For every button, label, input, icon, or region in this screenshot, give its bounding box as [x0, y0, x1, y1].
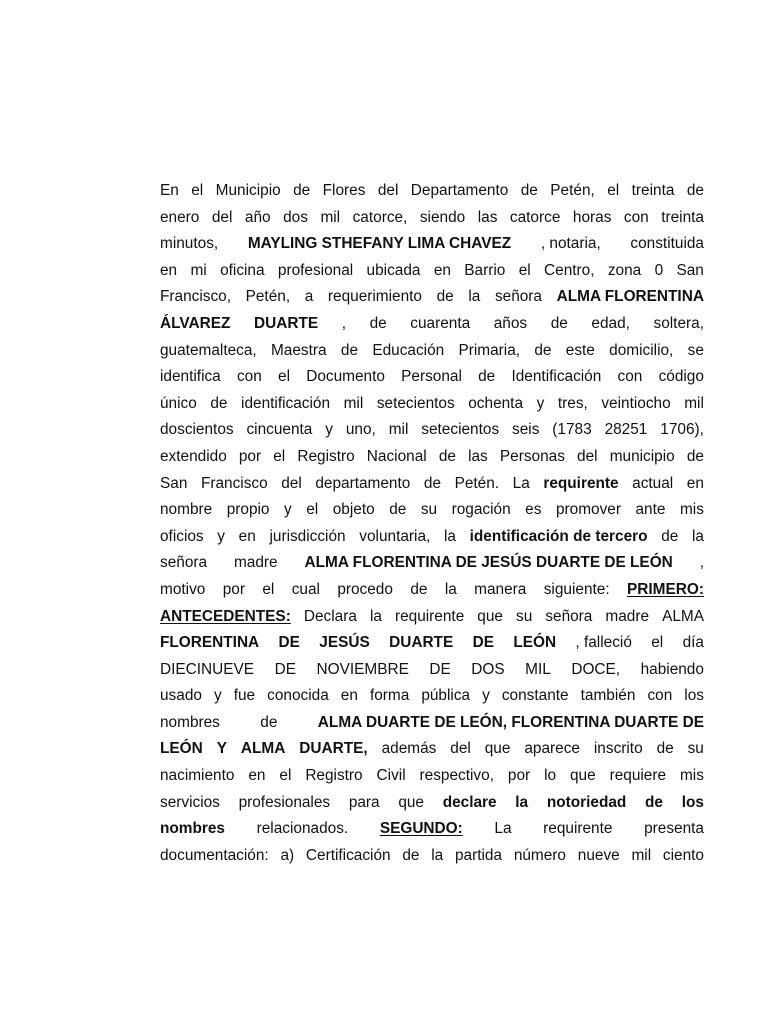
word: las — [477, 208, 498, 226]
word: 0 — [654, 261, 664, 279]
bold-text: de — [645, 793, 663, 811]
word: con — [617, 368, 643, 386]
word: con — [236, 368, 262, 386]
word: San — [160, 474, 188, 492]
word: requirente — [394, 607, 465, 625]
word: su — [420, 501, 438, 519]
word: que — [484, 740, 511, 758]
word: del — [577, 447, 598, 465]
word: del — [281, 474, 302, 492]
bold-text: ALMA FLORENTINA DE JESÚS DUARTE DE LEÓN — [304, 554, 673, 572]
word: usado — [160, 687, 202, 705]
word: de — [520, 182, 538, 199]
word: los — [684, 687, 704, 705]
text-line — [160, 338, 704, 365]
word: documentación: — [160, 846, 269, 864]
word: del — [450, 740, 471, 758]
word: mil — [388, 421, 409, 439]
text-line — [160, 258, 704, 285]
word: la — [369, 607, 382, 625]
word: de — [550, 314, 568, 332]
word: relacionados. — [256, 820, 349, 838]
word: ALMA — [662, 607, 704, 625]
word: lo — [544, 767, 557, 785]
text-line — [160, 604, 704, 631]
word: veintiocho — [601, 394, 671, 412]
text-line — [160, 683, 704, 710]
bold-text: los — [681, 793, 704, 811]
word: en — [248, 767, 266, 785]
word: voluntaria, — [359, 527, 431, 545]
word: Identificación — [511, 368, 602, 386]
word: servicios — [160, 793, 220, 811]
word: horas — [572, 208, 612, 226]
text-line — [160, 471, 704, 498]
word: DE — [429, 660, 451, 678]
word: , — [341, 314, 346, 332]
bold-text: LEÓN — [160, 740, 203, 758]
bold-text: MAYLING STHEFANY LIMA CHAVEZ — [247, 235, 512, 253]
bold-text: declare — [442, 793, 497, 811]
text-line — [160, 444, 704, 471]
text-line — [160, 205, 704, 232]
word: mil — [343, 394, 364, 412]
word: rogación — [451, 501, 511, 519]
document-body-text — [160, 178, 704, 869]
word: Personal — [401, 368, 462, 386]
word: de — [410, 580, 428, 598]
word: tres, — [557, 394, 588, 412]
word: siguiente: — [543, 580, 610, 598]
word: requirente — [543, 820, 613, 838]
word: profesionales — [238, 793, 331, 811]
word: enero — [160, 208, 200, 226]
word: su — [687, 740, 704, 758]
word: a) — [280, 846, 295, 864]
word: requerimiento — [327, 288, 422, 306]
word: propio — [226, 501, 270, 519]
word: objeto — [332, 501, 375, 519]
word: el — [306, 501, 319, 519]
text-line — [160, 497, 704, 524]
word: de — [686, 182, 704, 199]
word: Flores — [322, 182, 366, 199]
text-line — [160, 178, 704, 205]
word: con — [623, 208, 649, 226]
bold-text: DUARTE — [389, 634, 454, 652]
word: y — [284, 501, 292, 519]
word: día — [682, 634, 704, 652]
word: municipio — [609, 447, 675, 465]
word: DOCE, — [571, 660, 621, 678]
word: En — [160, 182, 179, 199]
word: cincuenta — [246, 421, 313, 439]
word: Petén, — [245, 288, 291, 306]
word: Primaria, — [458, 341, 521, 359]
word: edad, — [591, 314, 630, 332]
word: pública — [421, 687, 471, 705]
word: Petén. — [454, 474, 500, 492]
bold-text: ANTECEDENTES: — [160, 607, 291, 625]
word: treinta — [631, 182, 675, 199]
word: único — [160, 394, 197, 412]
word: para — [348, 793, 380, 811]
word: número — [513, 846, 566, 864]
word: de — [436, 288, 454, 306]
word: La — [494, 820, 512, 838]
word: jurisdicción — [269, 527, 346, 545]
word: motivo — [160, 580, 206, 598]
bold-text: SEGUNDO: — [379, 820, 463, 838]
word: treinta — [661, 208, 704, 226]
word: de — [340, 341, 359, 359]
word: por — [507, 767, 531, 785]
text-line — [160, 311, 704, 338]
word: MIL — [525, 660, 551, 678]
word: de — [389, 501, 407, 519]
word: departamento — [315, 474, 411, 492]
text-line — [160, 364, 704, 391]
word: mil — [684, 394, 704, 412]
word: Educación — [372, 341, 445, 359]
word: la — [444, 580, 457, 598]
word: y — [482, 687, 490, 705]
word: Nacional — [366, 447, 427, 465]
word: DOS — [471, 660, 505, 678]
word: promover — [555, 501, 621, 519]
word: el — [607, 182, 620, 199]
word: , — [699, 554, 704, 572]
word: Petén, — [550, 182, 595, 199]
text-line — [160, 790, 704, 817]
word: la — [431, 846, 444, 864]
word: identifica — [160, 368, 221, 386]
word: por — [222, 580, 245, 598]
word: guatemalteca, — [160, 341, 257, 359]
word: de — [402, 846, 420, 864]
word: en — [238, 527, 256, 545]
bold-text: LEÓN — [513, 634, 557, 652]
text-line — [160, 524, 704, 551]
bold-text: DUARTE — [253, 314, 319, 332]
word: NOVIEMBRE — [316, 660, 409, 678]
word: mis — [679, 501, 704, 519]
bold-text: ÁLVAREZ — [160, 314, 231, 332]
word: Francisco, — [160, 288, 231, 306]
word: de — [210, 394, 228, 412]
word: La — [512, 474, 530, 492]
word: Departamento — [410, 182, 509, 199]
word: años — [493, 314, 528, 332]
word: señora — [494, 288, 542, 306]
word: identificación — [241, 394, 331, 412]
text-line — [160, 417, 704, 444]
word: en — [686, 474, 704, 492]
word: manera — [474, 580, 527, 598]
word: que — [569, 767, 596, 785]
word: inscrito — [593, 740, 643, 758]
word: zona — [607, 261, 642, 279]
word: es — [525, 501, 542, 519]
word: también — [580, 687, 636, 705]
word: y — [217, 527, 225, 545]
word: por — [238, 447, 262, 465]
word: de — [423, 474, 442, 492]
text-line — [160, 843, 704, 870]
word: este — [565, 341, 595, 359]
word: catorce — [509, 208, 561, 226]
word: Declara — [303, 607, 357, 625]
word: procedo — [337, 580, 393, 598]
word: soltera, — [653, 314, 704, 332]
word: se — [687, 341, 704, 359]
word: dos — [283, 208, 308, 226]
word: el — [262, 580, 275, 598]
word: cuarenta — [410, 314, 471, 332]
word: del — [211, 208, 233, 226]
text-line — [160, 657, 704, 684]
word: el — [278, 368, 290, 386]
word: extendido — [160, 447, 227, 465]
bold-text: la — [515, 793, 529, 811]
word: presenta — [644, 820, 704, 838]
word: aparece — [524, 740, 580, 758]
word: habiendo — [640, 660, 704, 678]
word: siendo — [419, 208, 466, 226]
word: forma — [369, 687, 410, 705]
word: ochenta — [468, 394, 524, 412]
bold-text: ALMA FLORENTINA — [556, 288, 704, 306]
word: y — [325, 421, 333, 439]
word: de — [534, 341, 552, 359]
word: cual — [291, 580, 320, 598]
word: de — [656, 740, 674, 758]
word: código — [658, 368, 704, 386]
word: ciento — [662, 846, 704, 864]
bold-text: requirente — [543, 474, 619, 492]
word: Maestra — [270, 341, 327, 359]
word: minutos, — [160, 235, 219, 253]
text-line — [160, 710, 704, 737]
word: ante — [635, 501, 666, 519]
word: San — [676, 261, 704, 279]
word: (1783 — [552, 421, 592, 439]
word: con — [647, 687, 673, 705]
word: en — [160, 261, 178, 279]
word: y — [213, 687, 222, 705]
word: de — [686, 447, 704, 465]
word: , falleció — [575, 634, 632, 652]
word: en — [340, 687, 358, 705]
word: el — [279, 767, 292, 785]
word: actual — [632, 474, 674, 492]
word: nombre — [160, 501, 213, 519]
word: la — [468, 288, 481, 306]
word: oficina — [220, 261, 265, 279]
text-line — [160, 736, 704, 763]
word: fue — [233, 687, 256, 705]
bold-text: Y — [216, 740, 227, 758]
word: conocida — [267, 687, 329, 705]
bold-text: ALMA — [240, 740, 286, 758]
word: que — [398, 793, 424, 811]
word: el — [273, 447, 286, 465]
word: Personas — [499, 447, 565, 465]
word: las — [468, 447, 488, 465]
word: Barrio — [464, 261, 506, 279]
word: seis — [512, 421, 540, 439]
word: Registro — [305, 767, 363, 785]
text-line — [160, 284, 704, 311]
word: DIECINUEVE — [160, 660, 255, 678]
word: madre — [233, 554, 278, 572]
word: el — [651, 634, 664, 652]
word: , notaria, — [540, 235, 601, 253]
word: constante — [501, 687, 569, 705]
word: de — [438, 447, 456, 465]
bold-text: ALMA DUARTE DE LEÓN, FLORENTINA DUARTE DE — [317, 713, 704, 731]
word: señora — [160, 554, 208, 572]
word: Centro, — [544, 261, 595, 279]
text-line — [160, 231, 704, 258]
word: ubicada — [366, 261, 421, 279]
word: doscientos — [160, 421, 234, 439]
bold-text: DUARTE, — [299, 740, 368, 758]
text-line — [160, 577, 704, 604]
word: mil — [320, 208, 341, 226]
word: mis — [679, 767, 704, 785]
text-line — [160, 816, 704, 843]
word: 28251 — [604, 421, 648, 439]
word: que — [477, 607, 503, 625]
word: mil — [631, 846, 652, 864]
word: el — [518, 261, 531, 279]
word: la — [443, 527, 456, 545]
word: nacimiento — [160, 767, 235, 785]
word: mi — [190, 261, 207, 279]
text-line — [160, 550, 704, 577]
word: catorce, — [352, 208, 408, 226]
bold-text: DE — [472, 634, 494, 652]
word: madre — [605, 607, 650, 625]
bold-text: notoriedad — [546, 793, 627, 811]
word: de — [661, 527, 679, 545]
text-line — [160, 630, 704, 657]
word: DE — [274, 660, 296, 678]
word: de — [293, 182, 311, 199]
bold-text: nombres — [160, 820, 225, 838]
word: 1706), — [660, 421, 704, 439]
word: y — [536, 394, 545, 412]
word: la — [692, 527, 704, 545]
word: el — [191, 182, 204, 199]
word: nueve — [577, 846, 620, 864]
bold-text: FLORENTINA — [160, 634, 260, 652]
word: partida — [454, 846, 503, 864]
word: constituida — [630, 235, 704, 253]
word: profesional — [277, 261, 354, 279]
word: a — [304, 288, 314, 306]
word: Documento — [306, 368, 385, 386]
word: oficios — [160, 527, 204, 545]
word: además — [381, 740, 437, 758]
word: Francisco — [200, 474, 268, 492]
word: del — [377, 182, 399, 199]
word: en — [433, 261, 451, 279]
word: de — [260, 713, 278, 731]
word: requiere — [609, 767, 667, 785]
word: respectivo, — [419, 767, 494, 785]
word: uno, — [345, 421, 376, 439]
word: señora — [545, 607, 593, 625]
word: de — [369, 314, 387, 332]
text-line — [160, 763, 704, 790]
word: Certificación — [305, 846, 391, 864]
word: Civil — [376, 767, 406, 785]
word: de — [478, 368, 496, 386]
word: domicilio, — [609, 341, 674, 359]
word: Registro — [297, 447, 355, 465]
text-line — [160, 391, 704, 418]
bold-text: JESÚS — [319, 634, 370, 652]
word: nombres — [160, 713, 220, 731]
word: setecientos — [421, 421, 500, 439]
word: Municipio — [215, 182, 281, 199]
bold-text: PRIMERO: — [627, 580, 704, 598]
word: setecientos — [376, 394, 455, 412]
word: su — [516, 607, 533, 625]
bold-text: identificación de tercero — [469, 527, 648, 545]
word: año — [244, 208, 271, 226]
bold-text: DE — [278, 634, 300, 652]
